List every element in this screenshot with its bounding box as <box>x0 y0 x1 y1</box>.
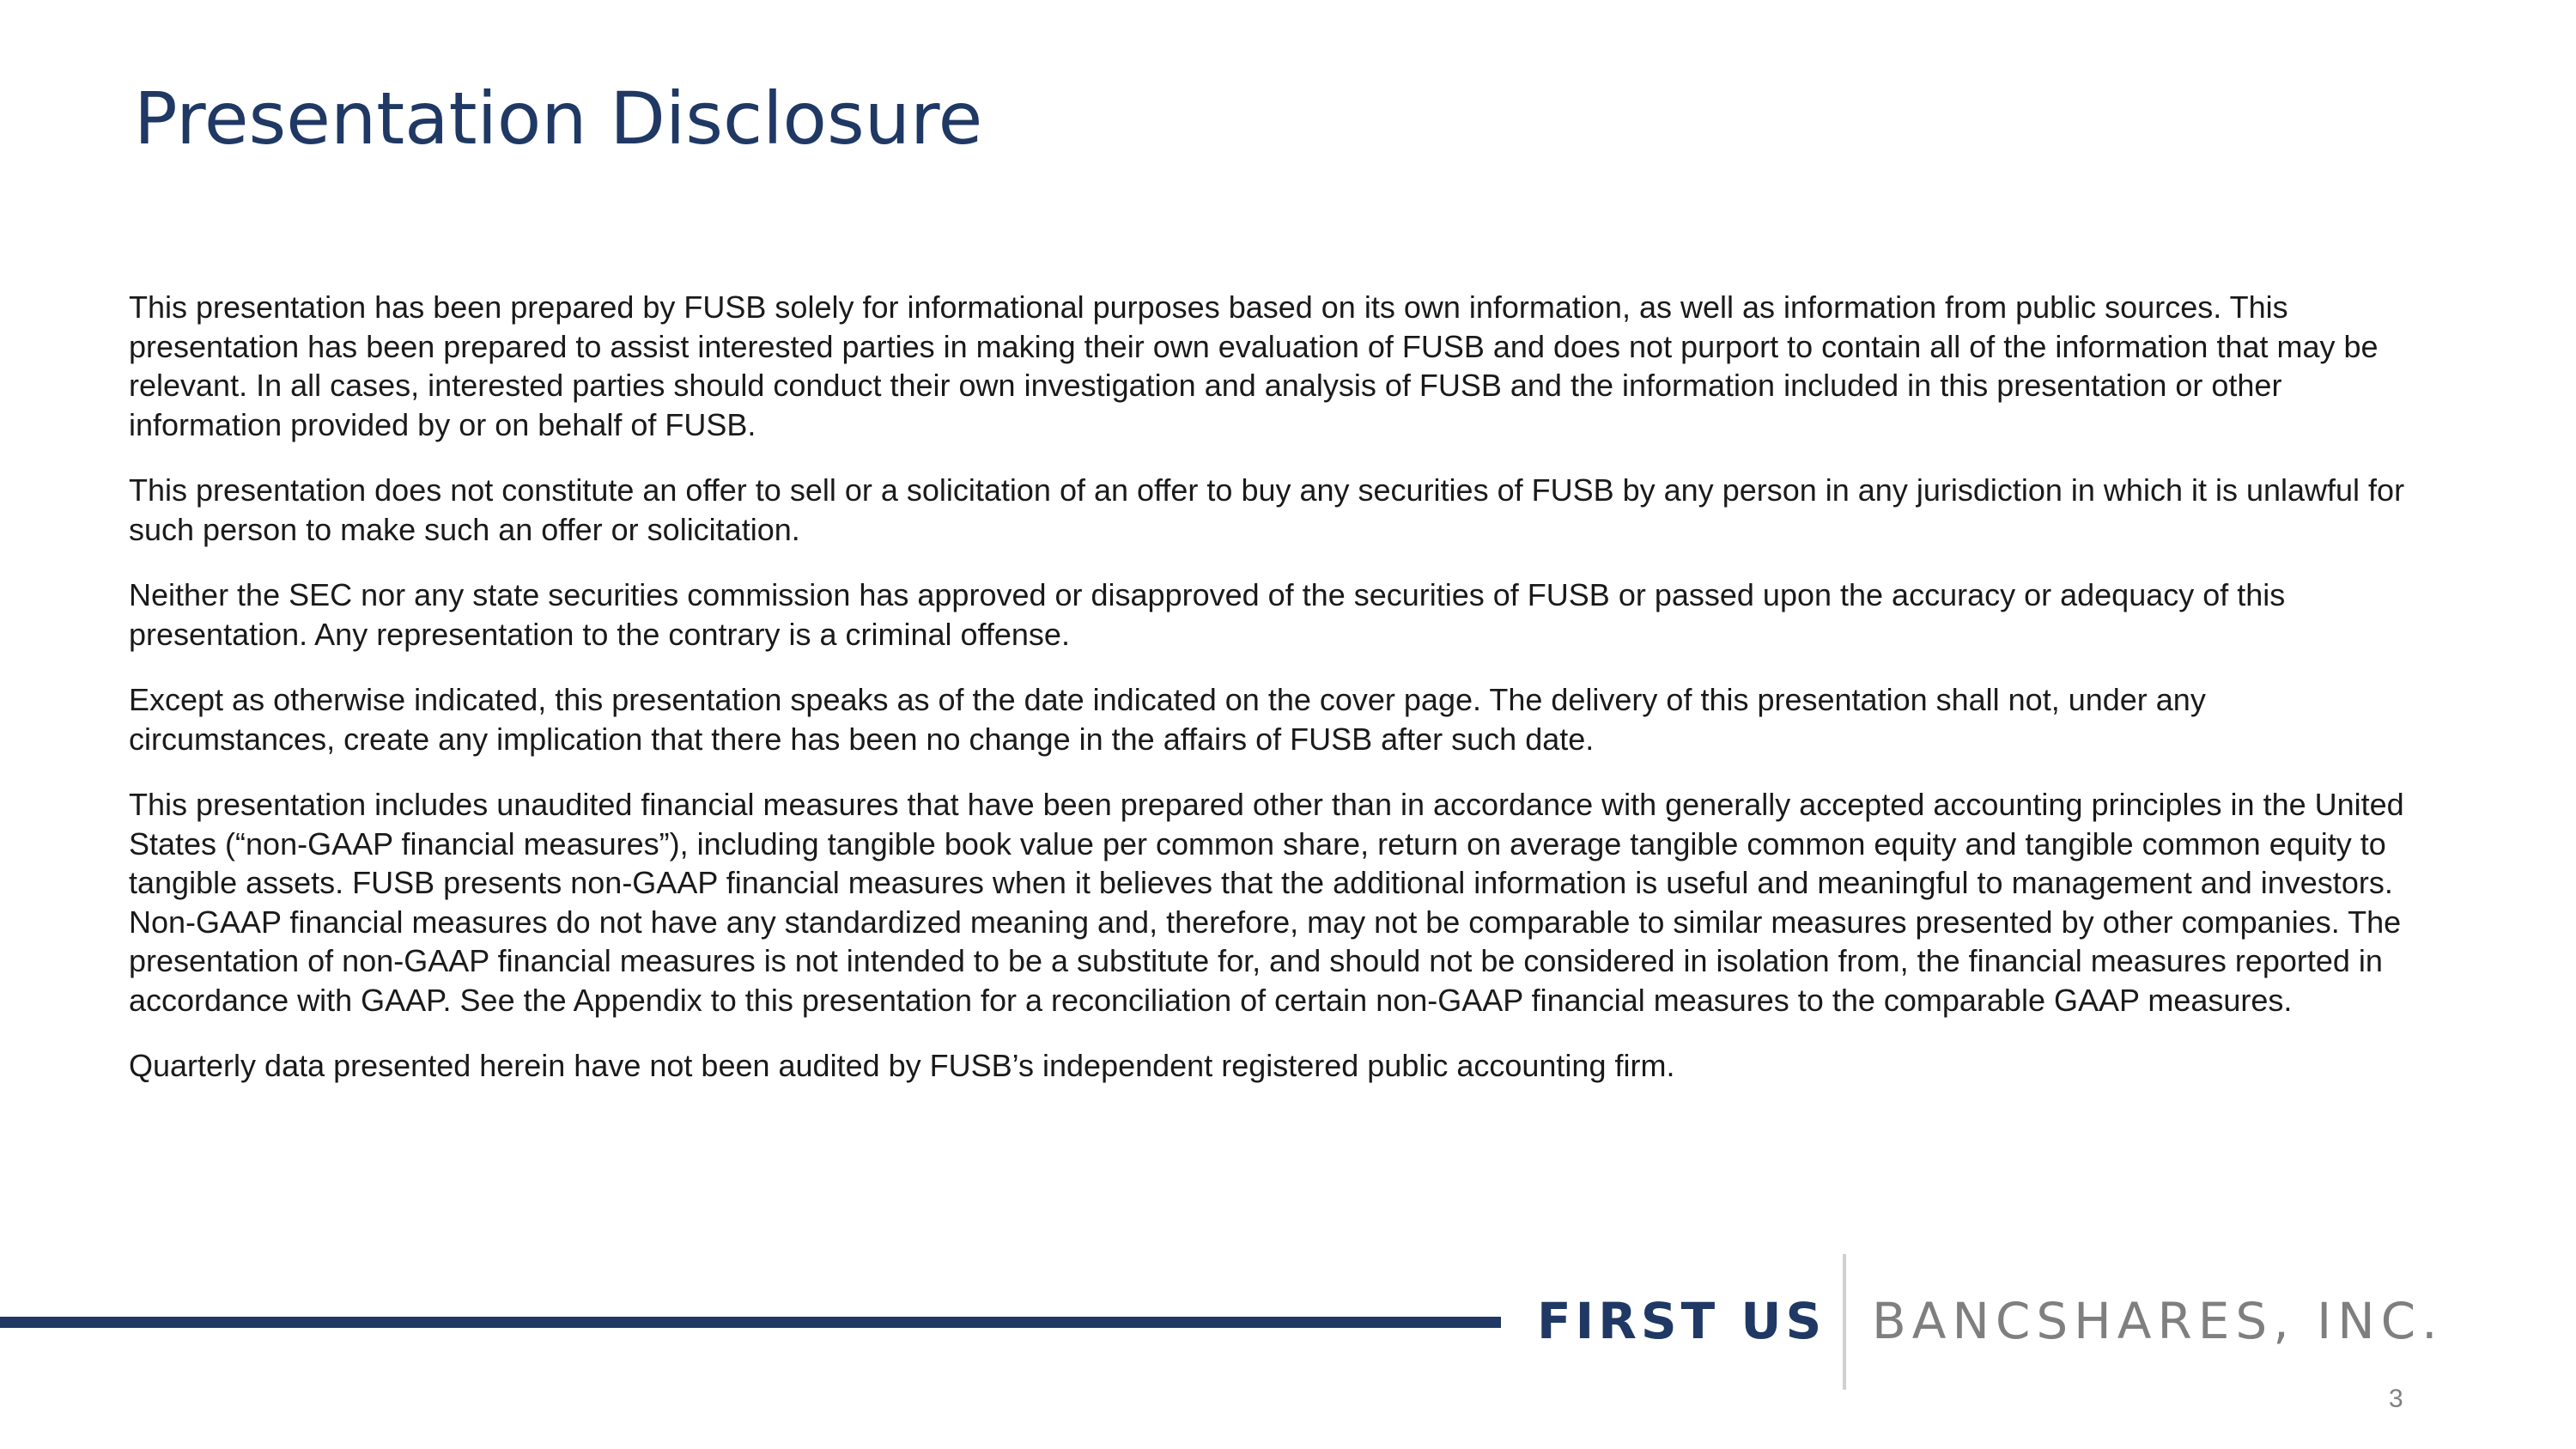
page-number: 3 <box>2389 1385 2403 1413</box>
disclosure-paragraph: This presentation includes unaudited financial measures that have been prepared other than in accordance with generally accepted accounting principles in the United States (“non-GAAP financial measures”), including tangible book value per common share, return on average tangible common equity and tangible common equity to tangible assets. FUSB presents non-GAAP financial measures when it believes that the additional information is useful and meaningful to management and investors. Non-GAAP financial measures do not have any standardized meaning and, therefore, may not be comparable to similar measures presented by other companies. The presentation of non-GAAP financial measures is not intended to be a substitute for, and should not be considered in isolation from, the financial measures reported in accordance with GAAP. See the Appendix to this presentation for a reconciliation of certain non-GAAP financial measures to the comparable GAAP measures. <box>129 787 2404 1018</box>
disclosure-paragraph: Neither the SEC nor any state securities commission has approved or disapproved of the securities of FUSB or passed upon the accuracy or adequacy of this presentation. Any representation to the contrary is a criminal offense. <box>129 577 2286 652</box>
disclosure-paragraph: Quarterly data presented herein have not been audited by FUSB’s independent registered public accounting firm. <box>129 1048 1675 1083</box>
logo-primary-text: FIRST US <box>1537 1292 1826 1350</box>
logo-divider <box>1843 1254 1846 1390</box>
disclosure-paragraph: This presentation does not constitute an offer to sell or a solicitation of an offer to buy any securities of FUSB by any person in any jurisdiction in which it is unlawful for such person to make such an offer or solicitation. <box>129 472 2405 547</box>
page-title: Presentation Disclosure <box>134 76 983 161</box>
disclosure-body <box>129 288 2413 1112</box>
disclosure-paragraph: This presentation has been prepared by FUSB solely for informational purposes based on its own information, as well as information from public sources. This presentation has been prepared to assist interested parties in making their own evaluation of FUSB and does not purport to contain all of the information that may be relevant. In all cases, interested parties should conduct their own investigation and analysis of FUSB and the information included in this presentation or other information provided by or on behalf of FUSB. <box>129 289 2379 442</box>
footer-divider-bar <box>0 1317 1501 1328</box>
company-logo <box>1537 1254 2482 1391</box>
disclosure-paragraph: Except as otherwise indicated, this presentation speaks as of the date indicated on the cover page. The delivery of this presentation shall not, under any circumstances, create any implication that there has been no change in the affairs of FUSB after such date. <box>129 682 2206 757</box>
logo-secondary-text: BANCSHARES, INC. <box>1872 1292 2444 1350</box>
